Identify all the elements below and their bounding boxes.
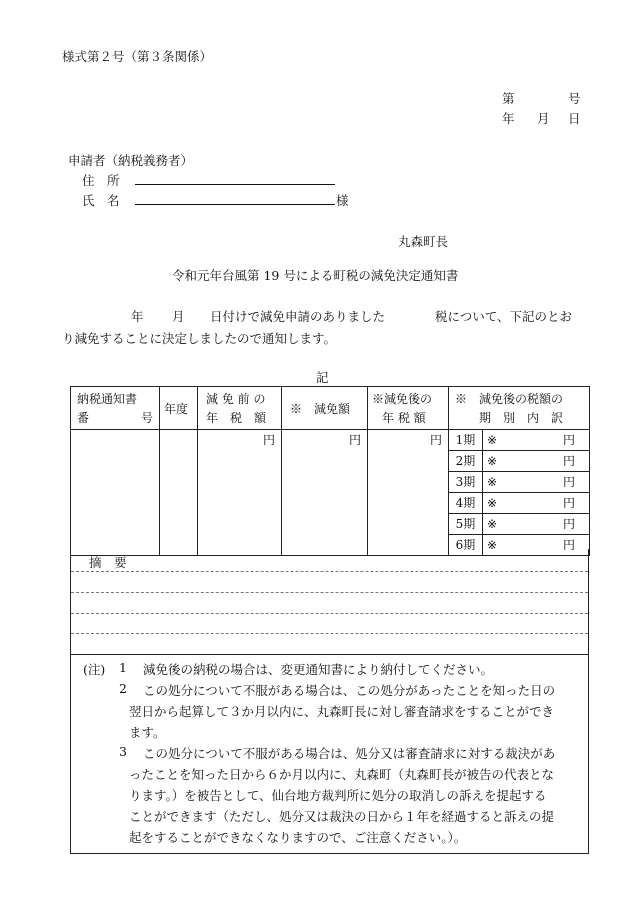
cell-reduction-amount: 円	[282, 430, 368, 556]
header-fiscal-year: 年度	[160, 387, 198, 430]
sama-suffix: 様	[336, 193, 349, 208]
ki-label: 記	[316, 370, 329, 385]
document-title: 令和元年台風第 19 号による町税の減免決定通知書	[172, 268, 459, 283]
note-1-number: 1	[119, 660, 127, 675]
body-text-1: 日付けで減免申請のありました	[210, 309, 386, 324]
applicant-heading: 申請者（納税義務者）	[68, 153, 194, 168]
date-month: 月	[537, 111, 550, 126]
note-1-text: 減免後の納税の場合は、変更通知書により納付してください。	[143, 662, 494, 677]
doc-number-dai: 第	[502, 91, 515, 106]
period-row: 2期 ※ 円	[449, 451, 589, 472]
note-3-line: 起をすることができなくなりますので、ご注意ください。）。	[129, 830, 467, 845]
cell-fiscal-year	[160, 430, 198, 556]
doc-number-go: 号	[568, 91, 581, 106]
address-label: 住 所	[82, 173, 120, 188]
periodic-table	[449, 430, 589, 555]
header-after-amount: ※減免後の 年 税 額	[368, 387, 449, 430]
period-row: 3期 ※ 円	[449, 472, 589, 493]
memo-line	[71, 592, 588, 593]
body-tax: 税について、下記のとお	[435, 309, 573, 324]
header-periodic-breakdown: ※ 減免後の税額の 期 別 内 訳	[449, 387, 590, 430]
address-underline	[135, 184, 335, 185]
name-underline	[135, 204, 335, 205]
period-row: 6期 ※ 円	[449, 535, 589, 556]
table-data-row	[71, 430, 590, 556]
header-notice-number: 納税通知書 番 号	[71, 387, 160, 430]
body-text-2: り減免することに決定しましたので通知します。	[62, 331, 337, 346]
date-year: 年	[502, 111, 515, 126]
memo-section	[70, 549, 589, 654]
notes-label: (注)	[83, 662, 106, 677]
notes-section	[70, 654, 589, 854]
body-year: 年	[131, 309, 144, 324]
cell-notice-number	[71, 430, 160, 556]
name-label: 氏 名	[82, 193, 120, 208]
cell-periodic-breakdown	[449, 430, 590, 556]
note-2-number: 2	[119, 681, 127, 696]
header-reduction-amount: ※ 減免額	[282, 387, 368, 430]
note-3-line: ことができます（ただし、処分又は裁決の日から１年を経過すると訴えの提	[129, 809, 555, 824]
memo-line	[71, 571, 588, 572]
form-number: 様式第２号（第３条関係）	[62, 49, 213, 64]
note-3-number: 3	[119, 744, 127, 759]
note-3-line: ったことを知った日から６か月以内に、丸森町（丸森町長が被告の代表とな	[129, 767, 555, 782]
memo-line	[71, 613, 588, 614]
period-row: 1期 ※ 円	[449, 430, 589, 451]
cell-after-amount: 円	[368, 430, 449, 556]
header-before-amount: 減 免 前 の 年 税 額	[198, 387, 282, 430]
note-2-line: ます。	[129, 725, 166, 740]
note-3-line: この処分について不服がある場合は、処分又は審査請求に対する裁決があ	[143, 746, 556, 761]
body-month: 月	[172, 309, 185, 324]
memo-label: 摘 要	[89, 555, 127, 570]
note-3-line: ります。）を被告として、仙台地方裁判所に処分の取消しの訴えを提起する	[129, 788, 547, 803]
table-header-row	[71, 387, 590, 430]
reduction-table	[70, 386, 590, 556]
date-day: 日	[568, 111, 581, 126]
cell-before-amount: 円	[198, 430, 282, 556]
period-row: 4期 ※ 円	[449, 493, 589, 514]
period-row: 5期 ※ 円	[449, 514, 589, 535]
issuer-name: 丸森町長	[398, 234, 449, 249]
note-2-line: 翌日から起算して３か月以内に、丸森町長に対し審査請求をすることができ	[129, 704, 555, 719]
memo-line	[71, 633, 588, 634]
note-2-line: この処分について不服がある場合は、この処分があったことを知った日の	[143, 683, 556, 698]
